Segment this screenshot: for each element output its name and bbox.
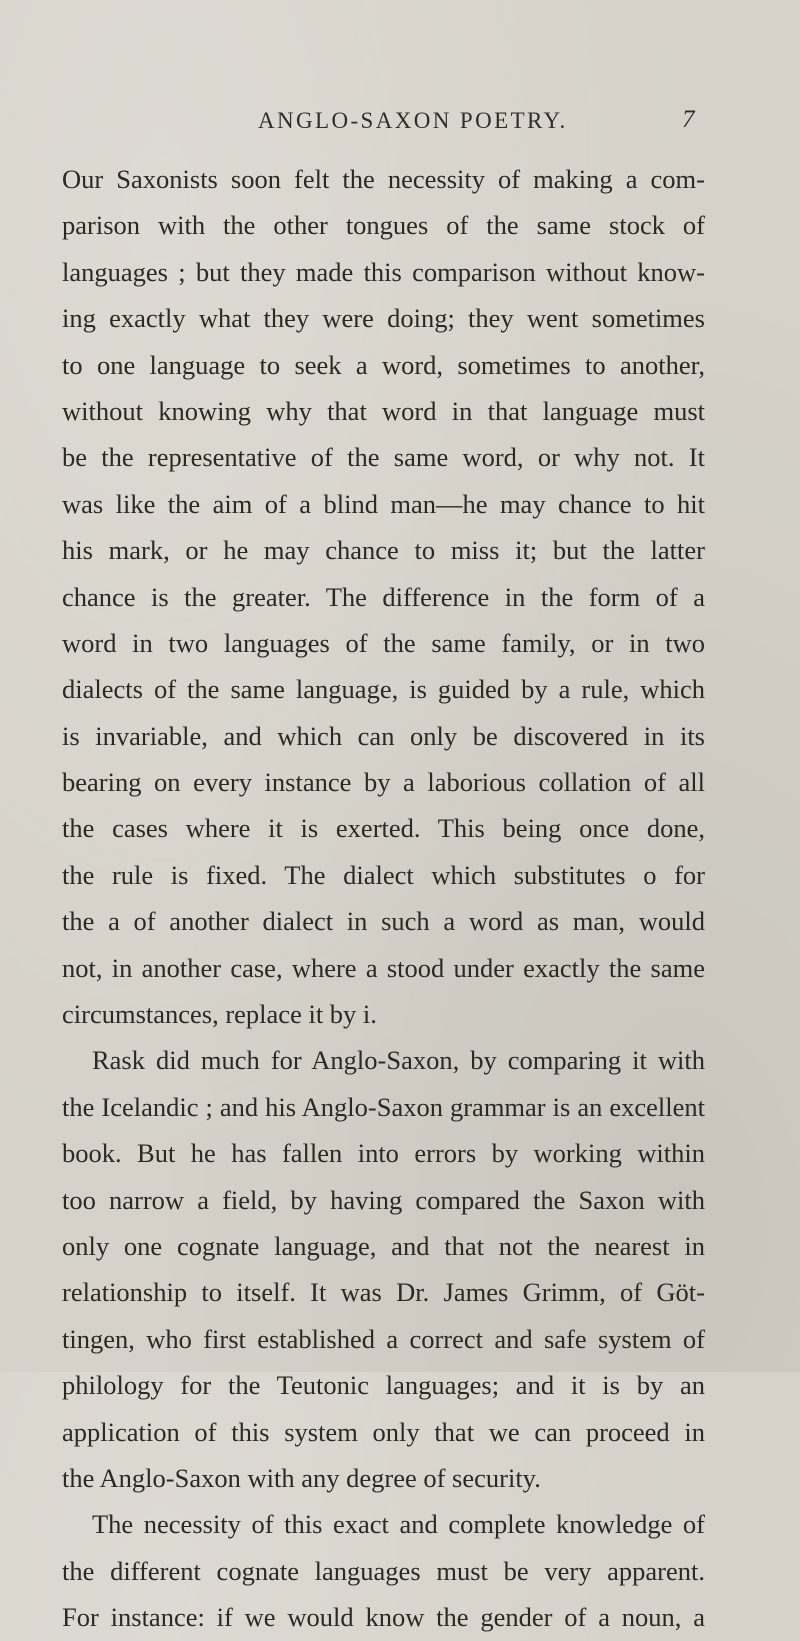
paragraph-end-line: circumstances, replace it by i. [62,999,377,1030]
text-line: his mark, or he may chance to miss it; but the latter [62,535,705,566]
page-number: 7 [682,106,695,133]
text-line: too narrow a field, by having compared the Saxon with [62,1184,705,1215]
text-line: be the representative of the same word, or why not. It [62,442,705,473]
text-line: chance is the greater. The difference in the form of a [62,581,705,612]
paragraph-end-line: the Anglo-Saxon with any degree of security. [62,1462,541,1493]
text-line: tingen, who first established a correct and safe system of [62,1323,705,1354]
text-line: Our Saxonists soon felt the necessity of making a com- [62,164,705,194]
text-line: dialects of the same language, is guided by a rule, which [62,674,705,705]
paragraph-start-line: Rask did much for Anglo-Saxon, by comparing it with [92,1045,705,1076]
text-line: the rule is fixed. The dialect which substitutes o for [62,859,705,890]
text-line: not, in another case, where a stood under exactly the same [62,952,705,983]
body-text [62,156,705,1641]
text-line: without knowing why that word in that language must [62,395,705,426]
text-line: philology for the Teutonic languages; and it is by an [62,1370,705,1401]
text-line: book. But he has fallen into errors by working within [62,1138,705,1169]
text-line: was like the aim of a blind man—he may chance to hit [62,488,705,519]
text-line: application of this system only that we can proceed in [62,1416,705,1447]
running-head [0,102,800,142]
running-title: ANGLO-SAXON POETRY. [258,108,568,133]
text-line: to one language to seek a word, sometimes to another, [62,349,705,380]
text-line: the cases where it is exerted. This being once done, [62,813,705,844]
text-line: is invariable, and which can only be discovered in its [62,720,705,751]
text-line: word in two languages of the same family, or in two [62,627,705,658]
text-line: the Icelandic ; and his Anglo-Saxon grammar is an excellent [62,1091,705,1122]
text-line: For instance: if we would know the gender of a noun, a [62,1602,705,1633]
text-line: languages ; but they made this comparison without know- [62,256,705,287]
text-line: relationship to itself. It was Dr. James Grimm, of Göt- [62,1277,705,1308]
text-line: the a of another dialect in such a word as man, would [62,906,705,937]
text-line: bearing on every instance by a laborious collation of all [62,767,705,798]
text-line: ing exactly what they were doing; they went sometimes [62,303,705,334]
text-line: the different cognate languages must be very apparent. [62,1555,705,1586]
text-line: only one cognate language, and that not the nearest in [62,1230,705,1261]
paragraph-start-line: The necessity of this exact and complete knowledge of [92,1509,705,1540]
text-line: parison with the other tongues of the same stock of [62,210,705,241]
